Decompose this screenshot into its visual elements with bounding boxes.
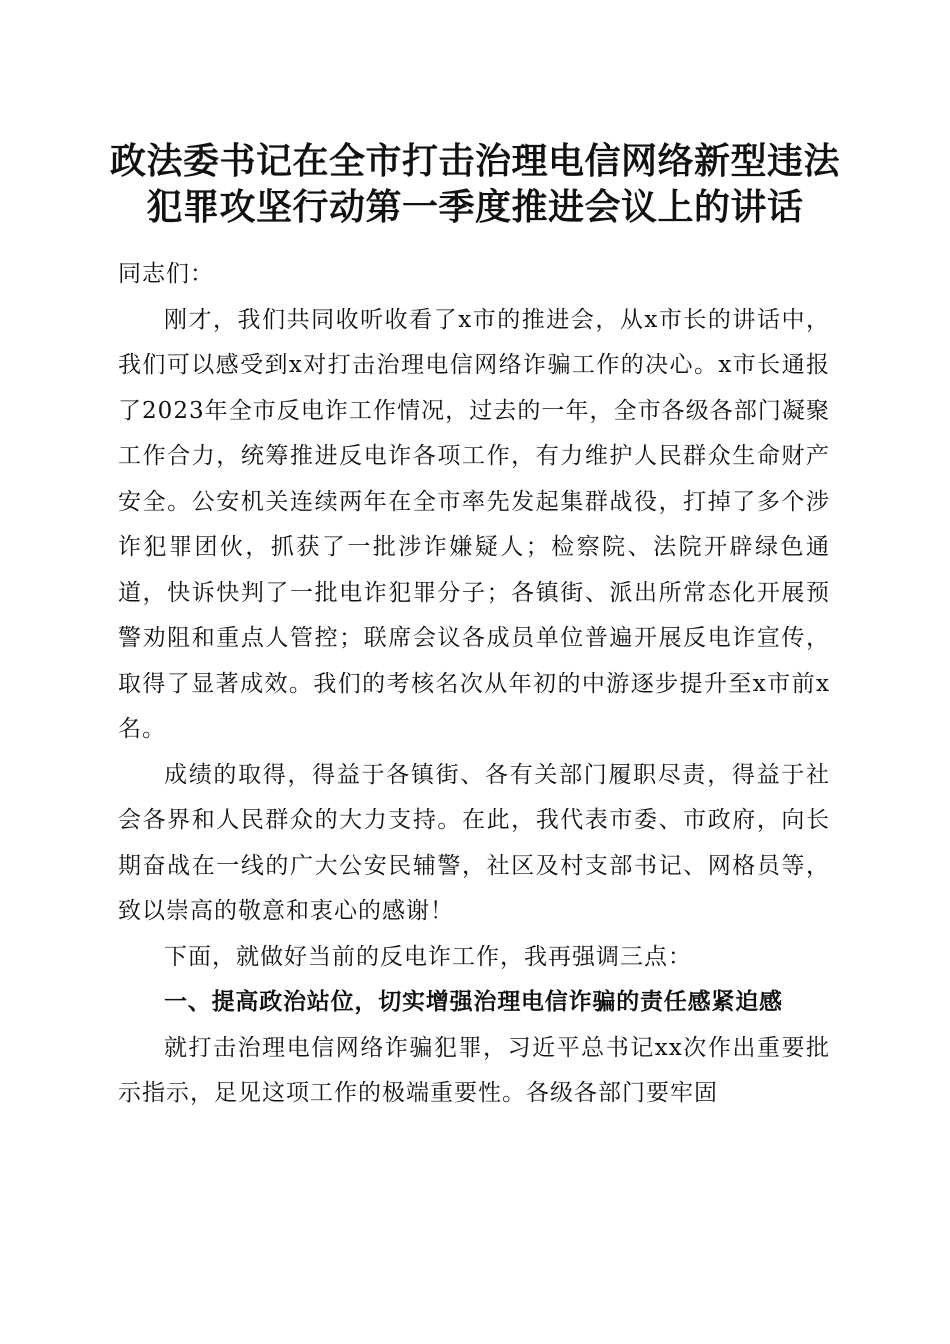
- document-title: [95, 138, 855, 230]
- title-line-2: 犯罪攻坚行动第一季度推进会议上的讲话: [146, 186, 804, 228]
- document-body: [118, 252, 830, 1117]
- paragraph-3: 下面，就做好当前的反电诈工作，我再强调三点：: [164, 943, 692, 970]
- section-heading-1: 一、提高政治站位，切实增强治理电信诈骗的责任感紧迫感: [164, 989, 783, 1015]
- paragraph-1: 刚才，我们共同收听收看了x市的推进会，从x市长的讲话中，我们可以感受到x对打击治理电信网络诈骗工作的决心。x市长通报了2023年全市反电诈工作情况，过去的一年，全市各级各部门凝聚工作合力，统筹推进反电诈各项工作，有力维护人民群众生命财产安全。公安机关连续两年在全市率先发起集群战役，打掉了多个涉诈犯罪团伙，抓获了一批涉诈嫌疑人；检察院、法院开辟绿色通道，快诉快判了一批电诈犯罪分子；各镇街、派出所常态化开展预警劝阻和重点人管控；联席会议各成员单位普遍开展反电诈宣传，取得了显著成效。我们的考核名次从年初的中游逐步提升至x市前x名。: [118, 306, 830, 742]
- paragraph-4: 就打击治理电信网络诈骗犯罪，习近平总书记xx次作出重要批示指示，足见这项工作的极端重要性。各级各部门要牢固: [118, 1034, 830, 1106]
- title-line-1: 政法委书记在全市打击治理电信网络新型违法: [109, 140, 840, 182]
- salutation: 同志们：: [118, 261, 214, 287]
- paragraph-2: 成绩的取得，得益于各镇街、各有关部门履职尽责，得益于社会各界和人民群众的大力支持。在此，我代表市委、市政府，向长期奋战在一线的广大公安民辅警，社区及村支部书记、网格员等，致以崇高的敬意和衷心的感谢！: [118, 761, 830, 924]
